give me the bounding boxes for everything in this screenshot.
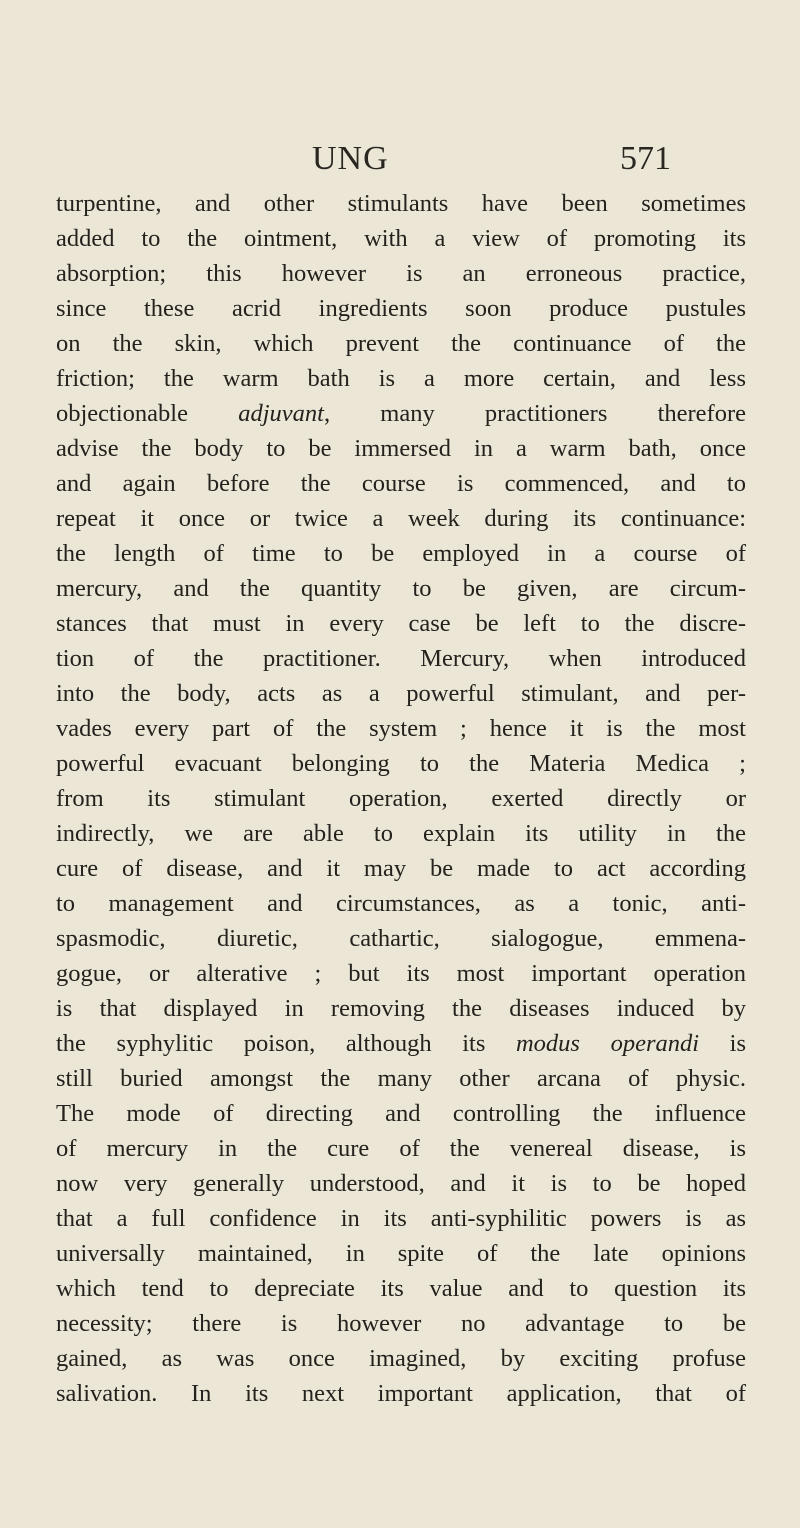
text-line (56, 1271, 746, 1306)
text-line (56, 1376, 746, 1411)
text-run: repeat it once or twice a week during its continuance: (56, 505, 746, 532)
text-run: mercury, and the quantity to be given, are circum- (56, 575, 746, 602)
running-head-title: UNG (312, 140, 389, 177)
text-line (56, 571, 746, 606)
text-run: that a full confidence in its anti-syphilitic powers is as (56, 1205, 746, 1232)
text-run: of mercury in the cure of the venereal disease, is (56, 1135, 746, 1162)
text-line (56, 1096, 746, 1131)
body-text (56, 186, 746, 1411)
text-line (56, 816, 746, 851)
text-line (56, 1026, 746, 1061)
text-line (56, 676, 746, 711)
text-line (56, 1131, 746, 1166)
text-line (56, 256, 746, 291)
text-run: from its stimulant operation, exerted directly or (56, 785, 746, 812)
text-run: tion of the practitioner. Mercury, when introduced (56, 645, 746, 672)
text-run: universally maintained, in spite of the late opinions (56, 1240, 746, 1267)
text-run: vades every part of the system ; hence it is the most (56, 715, 746, 742)
text-line (56, 1341, 746, 1376)
text-run: The mode of directing and controlling the influence (56, 1100, 746, 1127)
text-run: still buried amongst the many other arcana of physic. (56, 1065, 746, 1092)
text-line (56, 326, 746, 361)
text-run: to management and circumstances, as a tonic, anti- (56, 890, 746, 917)
text-run: and again before the course is commenced, and to (56, 470, 746, 497)
text-line (56, 711, 746, 746)
text-line (56, 641, 746, 676)
text-run: spasmodic, diuretic, cathartic, sialogogue, emmena- (56, 925, 746, 952)
text-run: necessity; there is however no advantage to be (56, 1310, 746, 1337)
text-line (56, 886, 746, 921)
text-line (56, 431, 746, 466)
text-run: objectionable (56, 400, 239, 427)
text-run: the syphylitic poison, although its (56, 1030, 516, 1057)
text-run: now very generally understood, and it is to be hoped (56, 1170, 746, 1197)
text-line (56, 956, 746, 991)
text-run: on the skin, which prevent the continuance of the (56, 330, 746, 357)
text-line (56, 221, 746, 256)
text-line (56, 991, 746, 1026)
italic-text: modus operandi (515, 1030, 700, 1057)
text-line (56, 1306, 746, 1341)
text-line (56, 606, 746, 641)
text-run: is that displayed in removing the diseases induced by (56, 995, 746, 1022)
text-line (56, 1166, 746, 1201)
text-line (56, 396, 746, 431)
text-run: powerful evacuant belonging to the Materia Medica ; (56, 750, 746, 777)
text-run: gogue, or alterative ; but its most important operation (56, 960, 746, 987)
text-run: is (699, 1030, 746, 1057)
text-line (56, 1061, 746, 1096)
text-line (56, 921, 746, 956)
text-run: , many practitioners therefore (323, 400, 746, 427)
text-line (56, 1201, 746, 1236)
text-line (56, 186, 746, 221)
text-run: indirectly, we are able to explain its utility in the (56, 820, 746, 847)
text-run: cure of disease, and it may be made to act according (56, 855, 746, 882)
text-line (56, 851, 746, 886)
text-run: absorption; this however is an erroneous practice, (56, 260, 746, 287)
text-run: stances that must in every case be left to the discre- (56, 610, 746, 637)
italic-text: adjuvant (238, 400, 324, 427)
text-run: into the body, acts as a powerful stimulant, and per- (56, 680, 746, 707)
text-run: added to the ointment, with a view of promoting its (56, 225, 746, 252)
text-run: which tend to depreciate its value and to question its (56, 1275, 746, 1302)
text-run: salivation. In its next important application, that of (56, 1380, 746, 1407)
text-run: gained, as was once imagined, by exciting profuse (56, 1345, 746, 1372)
text-line (56, 536, 746, 571)
page-number: 571 (620, 140, 671, 177)
text-line (56, 291, 746, 326)
text-line (56, 466, 746, 501)
text-line (56, 501, 746, 536)
text-line (56, 746, 746, 781)
text-run: friction; the warm bath is a more certain, and less (56, 365, 746, 392)
text-run: turpentine, and other stimulants have been sometimes (56, 190, 746, 217)
text-run: advise the body to be immersed in a warm bath, once (56, 435, 746, 462)
text-line (56, 361, 746, 396)
text-run: the length of time to be employed in a course of (56, 540, 746, 567)
text-run: since these acrid ingredients soon produce pustules (56, 295, 746, 322)
text-line (56, 1236, 746, 1271)
text-line (56, 781, 746, 816)
running-head (0, 140, 800, 182)
